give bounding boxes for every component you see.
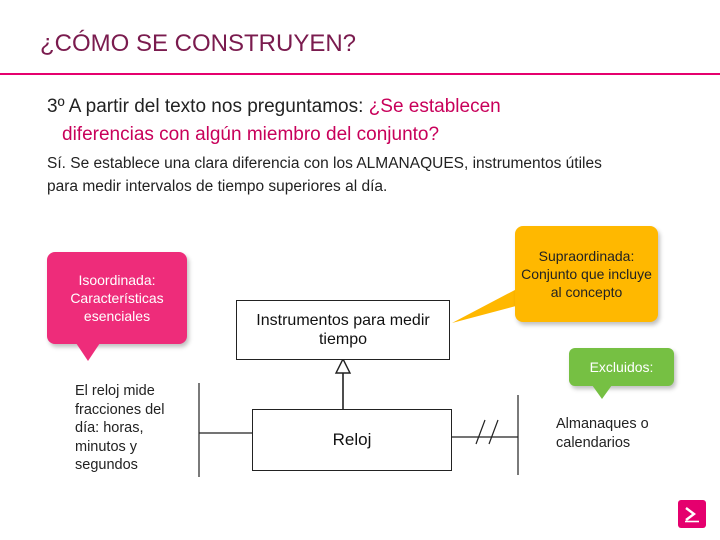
instrumentos-box: Instrumentos para medir tiempo bbox=[236, 300, 450, 360]
question-prefix: 3º A partir del texto nos preguntamos: bbox=[47, 96, 369, 117]
next-arrow-icon bbox=[683, 505, 701, 523]
excluidos-callout: Excluidos: bbox=[569, 348, 674, 386]
supraordinada-callout: Supraordinada: Conjunto que incluye al concepto bbox=[515, 226, 658, 322]
question-highlight-2: diferencias con algún miembro del conjunto? bbox=[62, 124, 440, 145]
excluidos-description: Almanaques o calendarios bbox=[556, 416, 649, 451]
page-title: ¿CÓMO SE CONSTRUYEN? bbox=[40, 30, 357, 57]
excluidos-callout-tail bbox=[592, 385, 612, 399]
isoordinada-callout-tail bbox=[76, 343, 100, 361]
isoordinada-callout: Isoordinada: Características esenciales bbox=[47, 252, 187, 344]
next-slide-button[interactable] bbox=[678, 500, 706, 528]
reloj-box: Reloj bbox=[252, 409, 452, 471]
answer-line-2: para medir intervalos de tiempo superiores al día. bbox=[47, 178, 388, 195]
hierarchy-arrow-head bbox=[336, 359, 350, 373]
exclusion-slash-1 bbox=[476, 420, 485, 444]
exclusion-slash-2 bbox=[489, 420, 498, 444]
answer-line-1: Sí. Se establece una clara diferencia con los ALMANAQUES, instrumentos útiles bbox=[47, 155, 602, 172]
reloj-description: El reloj mide fracciones del día: horas, minutos y segundos bbox=[75, 383, 165, 473]
question-highlight-1: ¿Se establecen bbox=[368, 96, 501, 117]
